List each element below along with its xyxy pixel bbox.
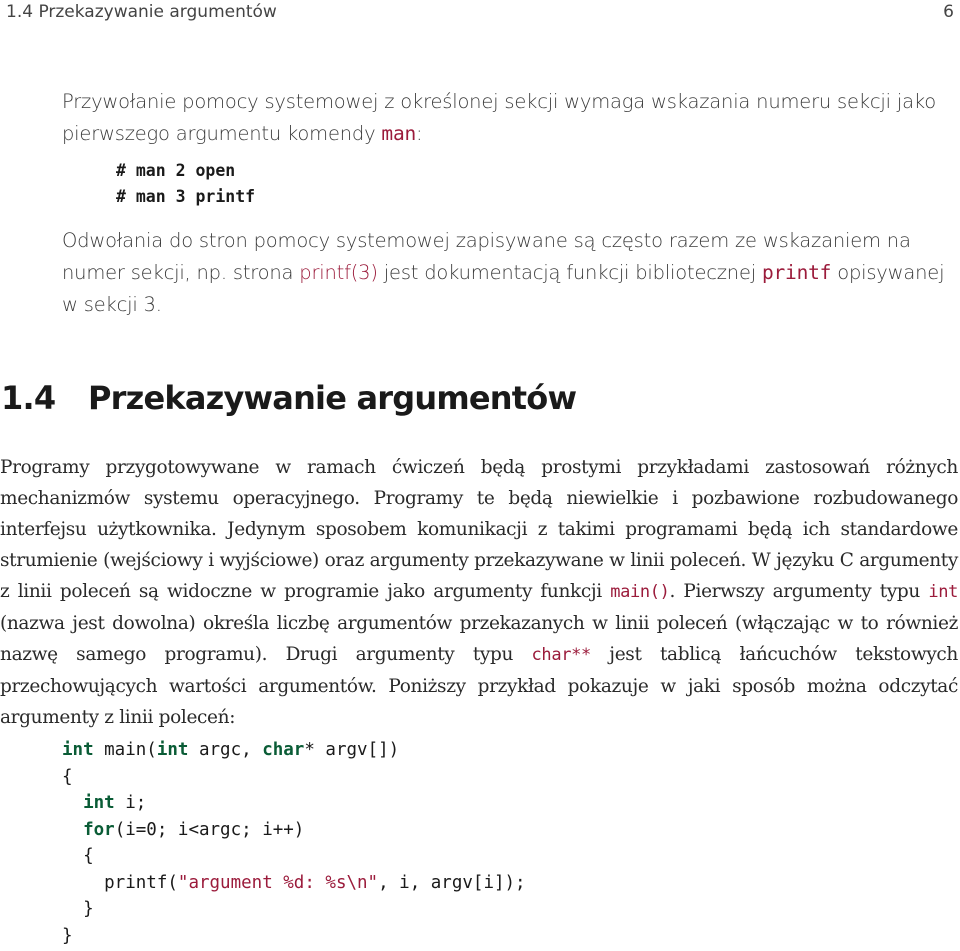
code-keyword: for [83, 819, 115, 840]
code-text: i; [114, 793, 147, 813]
code-text: } [62, 925, 73, 946]
command-line-2: # man 3 printf [116, 187, 256, 206]
body-text-1: Programy przygotowywane w ramach ćwiczeń będą prostymi przykładami zastosowań różnych mechanizmów systemu operacyjnego. Programy te będą niewielkie i pozbawione rozbudowanego interfejsu użytkownika. Jedynym sposobem komunikacji z takimi programami będą ich standardowe strumienie (wejściowy i wyjściowe) oraz argumenty przekazywane w linii poleceń. W języku C argumenty z linii poleceń są widoczne w programie jako argumenty funkcji [0, 457, 958, 602]
body-text-3: (nazwa jest dowolna) określa liczbę argumentów przekazanych w linii poleceń (włączając w to również nazwę samego programu). Drugi argumenty typu [0, 613, 958, 665]
body-text-4: jest tablicą łańcuchów tekstowych przechowujących wartości argumentów. Poniższy przykład pokazuje w jaki sposób można odczytać argumenty z linii poleceń: [0, 644, 958, 728]
inline-code-int: int [928, 582, 958, 602]
page-header [6, 0, 954, 28]
inline-code-man: man [381, 122, 417, 145]
page-number: 6 [943, 2, 954, 22]
intro-paragraph-1 [62, 86, 958, 150]
body-text-2: . Pierwszy argumenty typu [669, 581, 929, 602]
intro2-text-b: jest dokumentacją funkcji bibliotecznej [377, 261, 762, 284]
intro-text: Przywołanie pomocy systemowej z określonej sekcji wymaga wskazania numeru sekcji jako pierwszego argumentu komendy [62, 90, 936, 145]
intro-text-end: : [416, 122, 423, 145]
code-listing [62, 737, 526, 949]
intro2-text-c: opisywanej w sekcji 3. [62, 261, 945, 316]
inline-code-printf: printf [761, 261, 832, 284]
intro2-text-a: Odwołania do stron pomocy systemowej zapisywane są często razem ze wskazaniem na numer sekcji, np. strona [62, 229, 911, 284]
code-text: argc, [188, 740, 263, 760]
inline-code-main: main() [610, 582, 670, 602]
code-text: main( [93, 740, 157, 760]
intro-paragraph-2 [62, 225, 958, 321]
code-text: printf( [62, 872, 178, 893]
section-number: 1.4 [1, 379, 56, 417]
section-title: Przekazywanie argumentów [88, 379, 577, 417]
body-paragraph [0, 452, 958, 733]
command-line-1: # man 2 open [116, 161, 236, 180]
code-text: { [62, 766, 73, 787]
running-title: 1.4 Przekazywanie argumentów [6, 2, 277, 22]
code-string: "argument %d: %s\n" [177, 872, 379, 893]
code-keyword: char [262, 740, 305, 760]
code-text: (i=0; i<argc; i++) [114, 819, 305, 840]
code-keyword: int [156, 740, 189, 760]
code-text: } [62, 899, 94, 919]
inline-code-char: char** [531, 645, 591, 665]
code-text: , i, argv[i]); [378, 872, 526, 893]
manpage-link[interactable]: printf(3) [299, 261, 378, 284]
code-keyword: int [83, 793, 115, 813]
code-text: * argv[]) [304, 740, 400, 760]
code-text: { [62, 846, 94, 866]
code-keyword: int [62, 740, 94, 760]
